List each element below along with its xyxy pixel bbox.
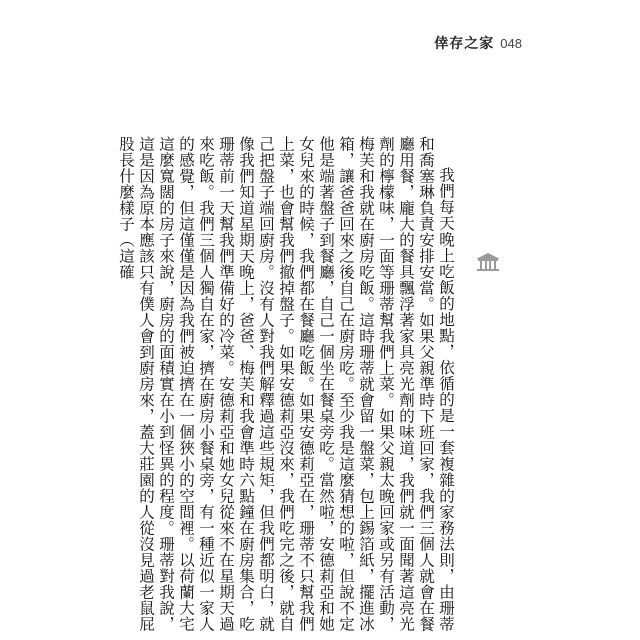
book-title: 倖存之家 [434,36,495,52]
temple-ornament-icon [474,250,502,272]
page-number: 048 [500,36,522,51]
paragraph: 我們每天晚上吃飯的地點，依循的是一套複雜的家務法則，由珊蒂和喬塞琳負責安排安當。如果父親準時下班回家，我們三個人就會在餐廳用餐，龐大的餐具飄浮著家具亮光劑的味道，我們就一面聞著這亮光劑的檸檬味，一面等珊蒂幫我們上菜。如果父親太晚回家或另有活動，梅芙和我就在廚房吃飯。這時珊蒂就會留一盤菜，包上錫箔紙，擺進冰箱，讓爸爸回來之後自己在廚房吃。至少我是這麼猜想的啦，但說不定他是端著盤子到餐廳，自己一個坐在餐桌旁吃。當然啦，安德莉亞和她女兒來的時候，我們都在餐廳吃飯。如果安德莉亞在，珊蒂不只幫我們上菜，也會幫我們撤掉盤子。如果安德莉亞沒來，我們吃完之後，就自己把盤子端回廚房。沒有人對我們解釋過這些規矩，但我們都明白，就像我們知道星期天晚上，爸爸、梅芙和我會準時六點鐘在廚房集合，吃珊蒂前一天幫我們準備好的冷菜。安德莉亞和她女兒從來不在星期天過來吃飯。我們三個人獨自在家，擠在廚房小餐桌旁，有一種近似一家人的感覺，但這僅僅是因為我們被迫擠在一個狹小的空間裡。以荷蘭大宅這麼寬闊的房子來說，廚房的面積實在小到怪異的程度。珊蒂對我說，這是因為原本應該只有僕人會到廚房來，蓋大莊園的人從沒見過老鼠屁股長什麼樣子（這確 [117,136,455,632]
running-header [434,33,522,53]
body-text [117,136,456,632]
